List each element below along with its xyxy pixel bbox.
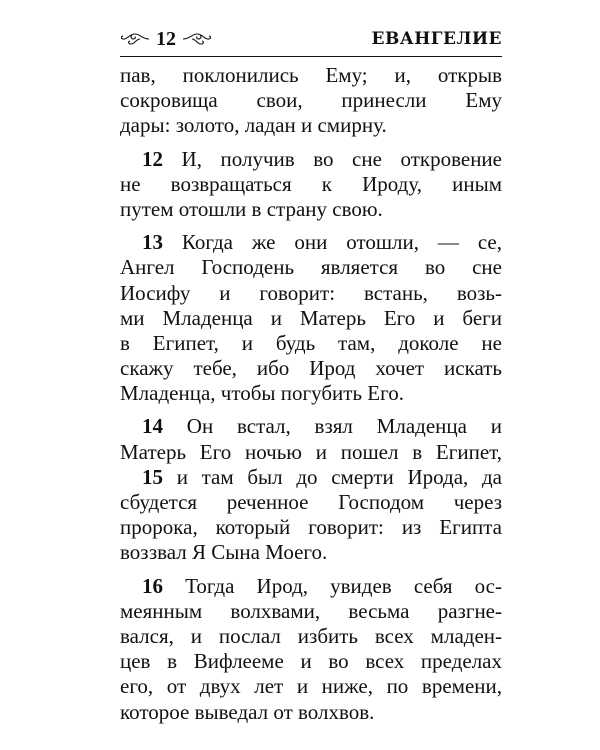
text-line: [120, 381, 502, 406]
scripture-text: [120, 63, 502, 725]
line-text: пророка, который говорит: из Египта: [120, 515, 502, 540]
text-line: [120, 624, 502, 649]
verse-number: 13: [142, 230, 163, 255]
text-line: [120, 172, 502, 197]
line-text: воззвал Я Сына Моего.: [120, 540, 328, 565]
text-line: [120, 255, 502, 280]
text-line: [120, 649, 502, 674]
verse-line-12: [120, 147, 502, 172]
text-line: [120, 63, 502, 88]
page-number-group: [120, 26, 212, 52]
verse-number: 14: [142, 414, 163, 439]
line-text: дары: золото, ладан и смирну.: [120, 113, 387, 138]
line-text: ми Младенца и Матерь Его и беги: [120, 305, 502, 330]
line-text: сбудется реченное Господом через: [120, 490, 502, 514]
line-text: Иосифу и говорит: встань, возь-: [120, 280, 502, 305]
text-line: [120, 88, 502, 113]
text-line: [120, 515, 502, 540]
line-text: меянным волхвами, весьма разгне-: [120, 598, 502, 623]
line-text: вался, и послал избить всех младен-: [120, 623, 502, 648]
text-line: [120, 306, 502, 331]
text-line: [120, 700, 502, 725]
line-text: не возвращаться к Ироду, иным: [120, 171, 502, 196]
line-text: цев в Вифлееме и во всех пределах: [120, 649, 502, 674]
verse-number: 16: [142, 573, 163, 598]
text-line: [120, 281, 502, 306]
verse-number: 15: [142, 464, 163, 489]
line-text: Младенца, чтобы погубить Его.: [120, 381, 404, 406]
text-line: [120, 599, 502, 624]
text-line: [120, 674, 502, 699]
line-text: Он встал, взял Младенца и: [163, 414, 502, 439]
line-text: Ангел Господень является во сне: [120, 255, 502, 280]
line-text: Когда же они отошли, — се,: [163, 230, 502, 255]
text-line: [120, 197, 502, 222]
text-line: [120, 356, 502, 381]
verse-line-15: [120, 465, 502, 490]
right-ornament-icon: [182, 32, 212, 46]
text-line: [120, 331, 502, 356]
line-text: Матерь Его ночью и пошел в Египет,: [120, 439, 502, 464]
left-ornament-icon: [120, 32, 150, 46]
page-number: 12: [156, 28, 176, 50]
line-text: путем отошли в страну свою.: [120, 196, 383, 221]
line-text: которое выведал от волхвов.: [120, 699, 375, 724]
text-line: [120, 440, 502, 465]
verse-line-13: [120, 230, 502, 255]
line-text: скажу тебе, ибо Ирод хочет искать: [120, 356, 502, 381]
verse-line-14: [120, 414, 502, 439]
running-title: ЕВАНГЕЛИЕ: [371, 29, 502, 49]
line-text: И, получив во сне откровение: [163, 146, 502, 171]
text-line: [120, 540, 502, 565]
line-text: пав, поклонились Ему; и, открыв: [120, 63, 502, 87]
line-text: его, от двух лет и ниже, по времени,: [120, 674, 502, 699]
verse-line-16: [120, 574, 502, 599]
line-text: и там был до смерти Ирода, да: [163, 464, 502, 489]
line-text: сокровища свои, принесли Ему: [120, 88, 502, 113]
verse-number: 12: [142, 146, 163, 171]
text-line: [120, 490, 502, 515]
line-text: Тогда Ирод, увидев себя ос-: [163, 573, 502, 598]
line-text: в Египет, и будь там, доколе не: [120, 330, 502, 355]
running-header: [120, 26, 502, 57]
text-line: [120, 113, 502, 138]
